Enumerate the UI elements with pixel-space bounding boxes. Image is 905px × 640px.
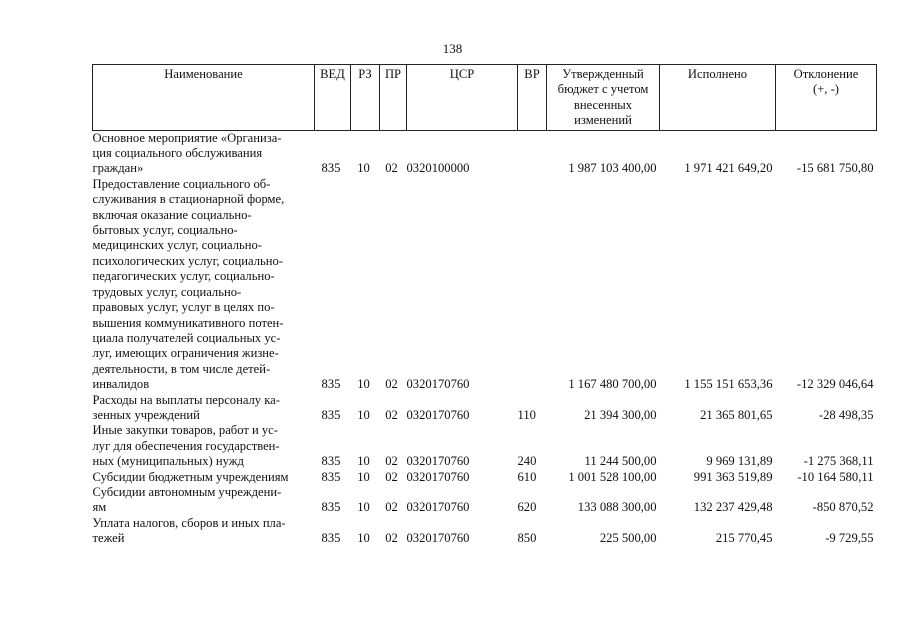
row-name-line: инвалидов [92,377,150,392]
pr-cell: 02 [385,454,398,469]
row-name-cell [93,177,315,393]
budget-execution-table [92,64,877,547]
vr-cell: 850 [517,531,537,546]
row-name-line: граждан» [92,161,144,176]
deviation-cell: -28 498,35 [818,407,874,422]
csr-cell: 0320170760 [406,531,470,546]
csr-cell: 0320170760 [406,407,470,422]
row-name-line: Иные закупки товаров, работ и ус- [92,423,278,438]
ved-cell: 835 [321,377,341,392]
approved-cell: 21 394 300,00 [584,407,657,422]
rz-cell: 10 [357,500,370,515]
csr-cell: 0320100000 [406,161,470,176]
ved-cell: 835 [321,407,341,422]
approved-cell: 1 987 103 400,00 [568,161,657,176]
row-name-line: тежей [92,531,125,546]
deviation-cell: -15 681 750,80 [796,161,874,176]
row-name-line: Основное мероприятие «Организа- [92,130,282,145]
rz-cell: 10 [357,161,370,176]
table-header-row [93,65,877,131]
deviation-cell: -850 870,52 [812,500,874,515]
csr-cell: 0320170760 [406,469,470,484]
row-name-line: зенных учреждений [92,407,200,422]
row-name-line: включая оказание социально- [92,207,252,222]
header-approved [547,65,660,131]
approved-cell: 225 500,00 [599,531,657,546]
rz-cell: 10 [357,407,370,422]
ved-cell: 835 [321,454,341,469]
executed-cell: 1 971 421 649,20 [684,161,773,176]
rz-cell: 10 [357,469,370,484]
executed-cell: 132 237 429,48 [693,500,773,515]
header-deviation-line: Отклонение [793,67,859,81]
row-name-line: бытовых услуг, социально- [92,223,238,238]
header-approved-line: внесенных [573,97,633,112]
table-row [93,516,877,547]
row-name-line: луг, имеющих ограничения жизне- [92,346,279,361]
vr-cell: 620 [517,500,537,515]
row-name-line: ных (муниципальных) нужд [92,454,244,469]
rz-cell: 10 [357,454,370,469]
row-name-cell [93,130,315,177]
deviation-cell: -10 164 580,11 [797,469,874,484]
row-name-line: Расходы на выплаты персоналу ка- [92,392,280,407]
row-name-cell [93,516,315,547]
pr-cell: 02 [385,377,398,392]
header-vr: ВР [518,65,547,131]
header-name: Наименование [93,65,315,131]
table-row [93,470,877,485]
header-deviation [776,65,877,131]
deviation-cell: -12 329 046,64 [796,377,874,392]
header-approved-line: изменений [574,113,632,128]
vr-cell: 610 [517,469,537,484]
table-row [93,130,877,177]
page-number: 138 [442,41,463,56]
executed-cell: 991 363 519,89 [693,469,773,484]
row-name-cell [93,470,315,485]
row-name-cell [93,393,315,424]
pr-cell: 02 [385,161,398,176]
vr-cell [518,177,547,393]
table-row [93,177,877,393]
row-name-line: педагогических услуг, социально- [92,269,275,284]
executed-cell: 9 969 131,89 [706,454,773,469]
header-csr: ЦСР [407,65,518,131]
csr-cell: 0320170760 [406,500,470,515]
vr-cell [518,130,547,177]
ved-cell: 835 [321,500,341,515]
pr-cell: 02 [385,407,398,422]
executed-cell: 1 155 151 653,36 [684,377,773,392]
row-name-line: медицинских услуг, социально- [92,238,262,253]
row-name-line: циала получателей социальных ус- [92,330,281,345]
row-name-line: Предоставление социального об- [92,176,271,191]
ved-cell: 835 [321,161,341,176]
table-row [93,485,877,516]
vr-cell: 110 [517,407,536,422]
table-body [93,130,877,546]
table-row [93,423,877,469]
header-approved-line: бюджет с учетом [557,82,649,97]
row-name-cell [93,423,315,469]
approved-cell: 133 088 300,00 [577,500,657,515]
pr-cell: 02 [385,469,398,484]
row-name-cell [93,485,315,516]
approved-cell: 1 001 528 100,00 [568,469,657,484]
rz-cell: 10 [357,531,370,546]
csr-cell: 0320170760 [406,377,470,392]
header-rz: РЗ [351,65,380,131]
csr-cell: 0320170760 [406,454,470,469]
header-deviation-line: (+, -) [813,82,839,97]
table-row [93,393,877,424]
header-approved-line: Утвержденный [562,67,644,81]
row-name-line: деятельности, в том числе детей- [92,361,271,376]
deviation-cell: -1 275 368,11 [803,454,874,469]
row-name-line: трудовых услуг, социально- [92,284,242,299]
row-name-line: Субсидии бюджетным учреждениям [92,469,289,484]
ved-cell: 835 [321,469,341,484]
vr-cell: 240 [517,454,537,469]
header-pr: ПР [380,65,407,131]
row-name-line: ям [92,500,107,515]
executed-cell: 21 365 801,65 [700,407,773,422]
pr-cell: 02 [385,531,398,546]
approved-cell: 1 167 480 700,00 [568,377,657,392]
header-executed: Исполнено [660,65,776,131]
row-name-line: Субсидии автономным учреждени- [92,484,282,499]
ved-cell: 835 [321,531,341,546]
rz-cell: 10 [357,377,370,392]
row-name-line: служивания в стационарной форме, [92,192,285,207]
approved-cell: 11 244 500,00 [584,454,657,469]
row-name-line: Уплата налогов, сборов и иных пла- [92,515,286,530]
pr-cell: 02 [385,500,398,515]
header-ved: ВЕД [315,65,351,131]
row-name-line: вышения коммуникативного потен- [92,315,284,330]
row-name-line: психологических услуг, социально- [92,253,283,268]
deviation-cell: -9 729,55 [825,531,874,546]
row-name-line: луг для обеспечения государствен- [92,438,280,453]
executed-cell: 215 770,45 [715,531,773,546]
row-name-line: правовых услуг, услуг в целях по- [92,300,275,315]
row-name-line: ция социального обслуживания [92,146,263,161]
